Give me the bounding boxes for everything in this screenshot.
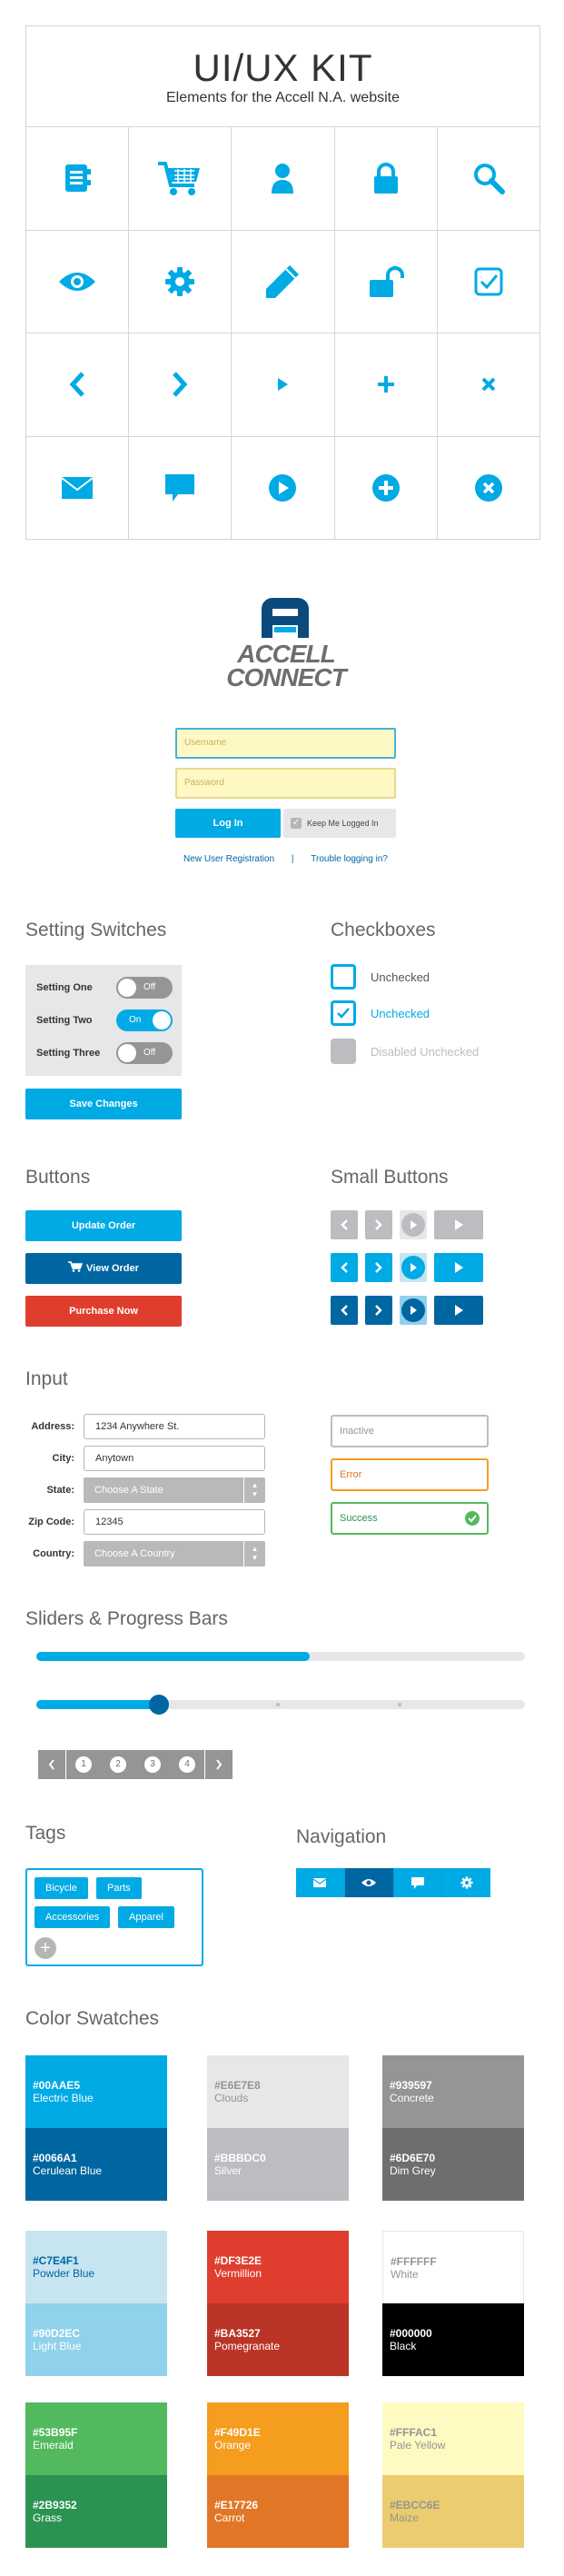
- swatch-black: [382, 2303, 524, 2376]
- setting-one-toggle[interactable]: [116, 977, 173, 999]
- play-small-icon: [232, 333, 334, 437]
- prev-button[interactable]: [331, 1253, 358, 1282]
- envelope-icon: [313, 1878, 326, 1887]
- swatches-title: Color Swatches: [25, 2008, 160, 2029]
- kit-header: [25, 25, 540, 127]
- swatch-name: Light Blue: [33, 2340, 82, 2352]
- cart-icon: [68, 1261, 83, 1272]
- select-arrows-icon: ▲ ▼: [243, 1541, 265, 1566]
- country-row: [25, 1541, 265, 1566]
- swatch-vermillion: [207, 2231, 349, 2303]
- pagination: [38, 1750, 233, 1779]
- success-label: Success: [340, 1513, 378, 1524]
- checkboxes-title: Checkboxes: [331, 920, 436, 940]
- swatch-electric-blue: [25, 2055, 167, 2128]
- swatch-pomegranate: [207, 2303, 349, 2376]
- add-tag-button[interactable]: +: [35, 1937, 56, 1959]
- page-2[interactable]: 2: [110, 1756, 126, 1773]
- slider-tick: [398, 1703, 401, 1706]
- swatch-white: [382, 2231, 524, 2303]
- swatch-clouds: [207, 2055, 349, 2128]
- checkmark-icon: [331, 1000, 356, 1026]
- tag-accessories[interactable]: Accessories: [35, 1906, 110, 1928]
- setting-label: Setting One: [36, 982, 93, 993]
- swatch-hex: #BBBDC0: [214, 2152, 266, 2164]
- state-select[interactable]: [84, 1477, 265, 1503]
- play-button[interactable]: [400, 1296, 427, 1325]
- new-user-link[interactable]: New User Registration: [183, 854, 275, 864]
- nav-messages[interactable]: [394, 1868, 443, 1897]
- buttons-title: Buttons: [25, 1167, 91, 1188]
- chevron-right-icon: [129, 333, 232, 437]
- keep-logged-in-checkbox[interactable]: [283, 809, 396, 838]
- swatch-powder-blue: [25, 2231, 167, 2303]
- eye-icon: [361, 1878, 377, 1887]
- swatch-light-blue: [25, 2303, 167, 2376]
- setting-row: [36, 1007, 173, 1034]
- slider-tick: [276, 1703, 280, 1706]
- plus-icon: [335, 333, 438, 437]
- eye-icon: [26, 231, 129, 334]
- user-icon: [232, 127, 334, 231]
- swatch-hex: #00AAE5: [33, 2079, 81, 2092]
- checked-box-icon: [438, 231, 540, 334]
- swatch-dim-grey: [382, 2128, 524, 2201]
- swatch-name: Electric Blue: [33, 2092, 94, 2104]
- error-field[interactable]: Error: [331, 1458, 489, 1491]
- cart-icon: [129, 127, 232, 231]
- swatch-maize: [382, 2475, 524, 2548]
- swatch-name: Grass: [33, 2511, 63, 2524]
- swatch-name: Black: [390, 2340, 417, 2352]
- play-circle-icon: [232, 437, 334, 541]
- notebook-icon: [26, 127, 129, 231]
- nav-view[interactable]: [345, 1868, 394, 1897]
- play-button[interactable]: [400, 1253, 427, 1282]
- play-wide-button[interactable]: [434, 1253, 483, 1282]
- swatch-hex: #BA3527: [214, 2327, 261, 2340]
- swatch-grass: [25, 2475, 167, 2548]
- sliders-title: Sliders & Progress Bars: [25, 1608, 228, 1629]
- swatch-name: Silver: [214, 2164, 242, 2177]
- page-4[interactable]: 4: [179, 1756, 195, 1773]
- check-circle-icon: [465, 1511, 480, 1526]
- pagination-prev[interactable]: [38, 1750, 65, 1779]
- checkbox-label: Unchecked: [371, 1006, 430, 1020]
- swatch-hex: #E6E7E8: [214, 2079, 261, 2092]
- keep-logged-in-label: Keep Me Logged In: [307, 819, 379, 828]
- x-circle-icon: [438, 437, 540, 541]
- small-buttons-title: Small Buttons: [331, 1167, 449, 1188]
- swatch-name: Powder Blue: [33, 2267, 95, 2280]
- chevron-left-icon: [340, 1218, 349, 1231]
- settings-title: Setting Switches: [25, 920, 167, 940]
- tags-title: Tags: [25, 1823, 66, 1844]
- password-field[interactable]: Password: [175, 768, 396, 799]
- plus-circle-icon: [335, 437, 438, 541]
- x-icon: [438, 333, 540, 437]
- speech-bubble-icon: [129, 437, 232, 541]
- swatch-hex: #E17726: [214, 2499, 259, 2511]
- zip-field[interactable]: 12345: [84, 1509, 265, 1535]
- swatch-hex: #F49D1E: [214, 2426, 261, 2439]
- next-button[interactable]: [365, 1253, 392, 1282]
- swatch-name: Vermillion: [214, 2267, 262, 2280]
- pagination-pages: [65, 1750, 205, 1779]
- unlock-icon: [335, 231, 438, 334]
- play-circle-icon: [401, 1213, 425, 1237]
- purchase-now-button[interactable]: Purchase Now: [25, 1296, 182, 1327]
- setting-label: Setting Three: [36, 1048, 101, 1059]
- slider-fill: [36, 1700, 159, 1709]
- chevron-left-icon: [26, 333, 129, 437]
- settings-panel: [25, 965, 182, 1076]
- country-label: Country:: [33, 1548, 74, 1559]
- toggle-state: Off: [143, 1048, 156, 1058]
- input-title: Input: [25, 1368, 68, 1389]
- swatch-name: Clouds: [214, 2092, 249, 2104]
- swatch-hex: #DF3E2E: [214, 2254, 262, 2267]
- setting-two-toggle[interactable]: [116, 1010, 173, 1031]
- page-3[interactable]: 3: [144, 1756, 161, 1773]
- play-circle-icon: [401, 1256, 425, 1279]
- login-button[interactable]: Log In: [175, 809, 281, 838]
- state-row: [25, 1477, 265, 1503]
- slider-handle[interactable]: [149, 1695, 169, 1715]
- chevron-right-icon: [374, 1304, 383, 1317]
- swatch-name: Pale Yellow: [390, 2439, 446, 2452]
- prev-button[interactable]: [331, 1210, 358, 1239]
- setting-row: [36, 1039, 173, 1067]
- swatch-name: Dim Grey: [390, 2164, 436, 2177]
- slider-track[interactable]: [36, 1700, 525, 1709]
- setting-three-toggle[interactable]: [116, 1042, 173, 1064]
- swatch-concrete: [382, 2055, 524, 2128]
- update-order-button[interactable]: Update Order: [25, 1210, 182, 1241]
- swatch-hex: #000000: [390, 2327, 432, 2340]
- swatch-hex: #53B95F: [33, 2426, 78, 2439]
- country-select[interactable]: [84, 1541, 265, 1566]
- country-select-value: Choose A Country: [94, 1548, 175, 1559]
- gear-icon: [129, 231, 232, 334]
- city-field[interactable]: Anytown: [84, 1446, 265, 1471]
- view-order-label: View Order: [86, 1263, 139, 1274]
- page-title: UI/UX KIT: [193, 46, 373, 89]
- zip-label: Zip Code:: [28, 1517, 74, 1527]
- swatch-hex: #FFFAC1: [390, 2426, 438, 2439]
- play-icon: [453, 1218, 464, 1231]
- swatch-name: Orange: [214, 2439, 252, 2452]
- toggle-knob: [118, 1044, 136, 1062]
- pagination-next[interactable]: [205, 1750, 233, 1779]
- progress-bar: [36, 1652, 525, 1661]
- toggle-state: On: [129, 1015, 142, 1025]
- gear-icon: [460, 1876, 473, 1889]
- address-label: Address:: [31, 1421, 74, 1432]
- nav-mail[interactable]: [296, 1868, 345, 1897]
- checkbox-box: [331, 964, 356, 990]
- city-row: [25, 1446, 265, 1471]
- chevron-left-icon: [48, 1759, 55, 1770]
- login-links: [175, 854, 396, 864]
- chevron-right-icon: [374, 1261, 383, 1274]
- swatch-hex: #0066A1: [33, 2152, 77, 2164]
- tags-box: [25, 1868, 203, 1966]
- tag-bicycle[interactable]: Bicycle: [35, 1877, 88, 1899]
- small-buttons-row-gray: [331, 1210, 483, 1241]
- state-select-value: Choose A State: [94, 1485, 163, 1496]
- swatch-hex: #EBCC6E: [390, 2499, 440, 2511]
- swatch-orange: [207, 2402, 349, 2475]
- logo-text-accell: ACCELL: [237, 640, 335, 668]
- accell-connect-logo: [218, 596, 354, 705]
- logo-text-connect: CONNECT: [226, 663, 346, 691]
- play-wide-button[interactable]: [434, 1210, 483, 1239]
- address-row: [25, 1414, 265, 1439]
- tag-parts[interactable]: Parts: [96, 1877, 142, 1899]
- city-label: City:: [52, 1453, 74, 1464]
- checkbox-unchecked[interactable]: [331, 963, 430, 990]
- chevron-right-icon: [215, 1759, 223, 1770]
- swatch-name: Maize: [390, 2511, 420, 2524]
- nav-bar: [296, 1868, 490, 1897]
- swatch-cerulean-blue: [25, 2128, 167, 2201]
- lock-icon: [335, 127, 438, 231]
- chevron-right-icon: [374, 1218, 383, 1231]
- toggle-knob: [118, 979, 136, 997]
- checkbox-label: Unchecked: [371, 970, 430, 984]
- play-wide-button[interactable]: [434, 1296, 483, 1325]
- swatch-name: Concrete: [390, 2092, 434, 2104]
- toggle-knob: [153, 1011, 171, 1029]
- next-button[interactable]: [365, 1210, 392, 1239]
- prev-button[interactable]: [331, 1296, 358, 1325]
- inactive-field[interactable]: Inactive: [331, 1415, 489, 1447]
- success-field[interactable]: [331, 1502, 489, 1535]
- page-1[interactable]: 1: [75, 1756, 92, 1773]
- nav-settings[interactable]: [442, 1868, 490, 1897]
- swatch-name: Pomegranate: [214, 2340, 281, 2352]
- swatch-hex: #6D6E70: [390, 2152, 436, 2164]
- swatch-name: Carrot: [214, 2511, 245, 2524]
- checkmark-icon: ✓: [292, 818, 301, 828]
- swatch-carrot: [207, 2475, 349, 2548]
- address-field[interactable]: 1234 Anywhere St.: [84, 1414, 265, 1439]
- page-subtitle: Elements for the Accell N.A. website: [166, 90, 400, 105]
- swatch-name: Cerulean Blue: [33, 2164, 103, 2177]
- swatch-silver: [207, 2128, 349, 2201]
- play-icon: [453, 1304, 464, 1317]
- chevron-left-icon: [340, 1261, 349, 1274]
- checkbox-label: Disabled Unchecked: [371, 1044, 480, 1059]
- toggle-state: Off: [143, 982, 156, 992]
- checkbox-box: [331, 1039, 356, 1064]
- view-order-button[interactable]: [25, 1253, 182, 1284]
- navigation-title: Navigation: [296, 1826, 387, 1847]
- trouble-login-link[interactable]: Trouble logging in?: [311, 854, 388, 864]
- swatch-hex: #939597: [390, 2079, 432, 2092]
- checkbox-checked[interactable]: [331, 1000, 430, 1027]
- swatch-name: Emerald: [33, 2439, 74, 2452]
- small-buttons-row-blue: [331, 1253, 483, 1284]
- swatch-hex: #2B9352: [33, 2499, 77, 2511]
- next-button[interactable]: [365, 1296, 392, 1325]
- swatch-emerald: [25, 2402, 167, 2475]
- zip-row: [25, 1509, 265, 1535]
- setting-row: [36, 974, 173, 1001]
- link-separator: |: [291, 854, 294, 864]
- icon-grid: [25, 126, 540, 540]
- swatch-hex: #90D2EC: [33, 2327, 81, 2340]
- play-circle-icon: [401, 1298, 425, 1322]
- play-icon: [453, 1261, 464, 1274]
- swatch-name: White: [391, 2268, 419, 2281]
- username-field[interactable]: Username: [175, 728, 396, 759]
- tag-apparel[interactable]: Apparel: [118, 1906, 174, 1928]
- swatch-hex: #C7E4F1: [33, 2254, 79, 2267]
- chevron-left-icon: [340, 1304, 349, 1317]
- speech-bubble-icon: [411, 1877, 424, 1889]
- play-button[interactable]: [400, 1210, 427, 1239]
- search-icon: [438, 127, 540, 231]
- setting-label: Setting Two: [36, 1015, 93, 1026]
- checkbox-disabled: [331, 1038, 479, 1065]
- progress-fill: [36, 1652, 310, 1661]
- pencil-icon: [232, 231, 334, 334]
- select-arrows-icon: ▲ ▼: [243, 1477, 265, 1503]
- envelope-icon: [26, 437, 129, 541]
- save-changes-button[interactable]: Save Changes: [25, 1089, 182, 1119]
- small-buttons-row-dark: [331, 1296, 483, 1327]
- swatch-hex: #FFFFFF: [391, 2255, 437, 2268]
- state-label: State:: [46, 1485, 74, 1496]
- swatch-pale-yellow: [382, 2402, 524, 2475]
